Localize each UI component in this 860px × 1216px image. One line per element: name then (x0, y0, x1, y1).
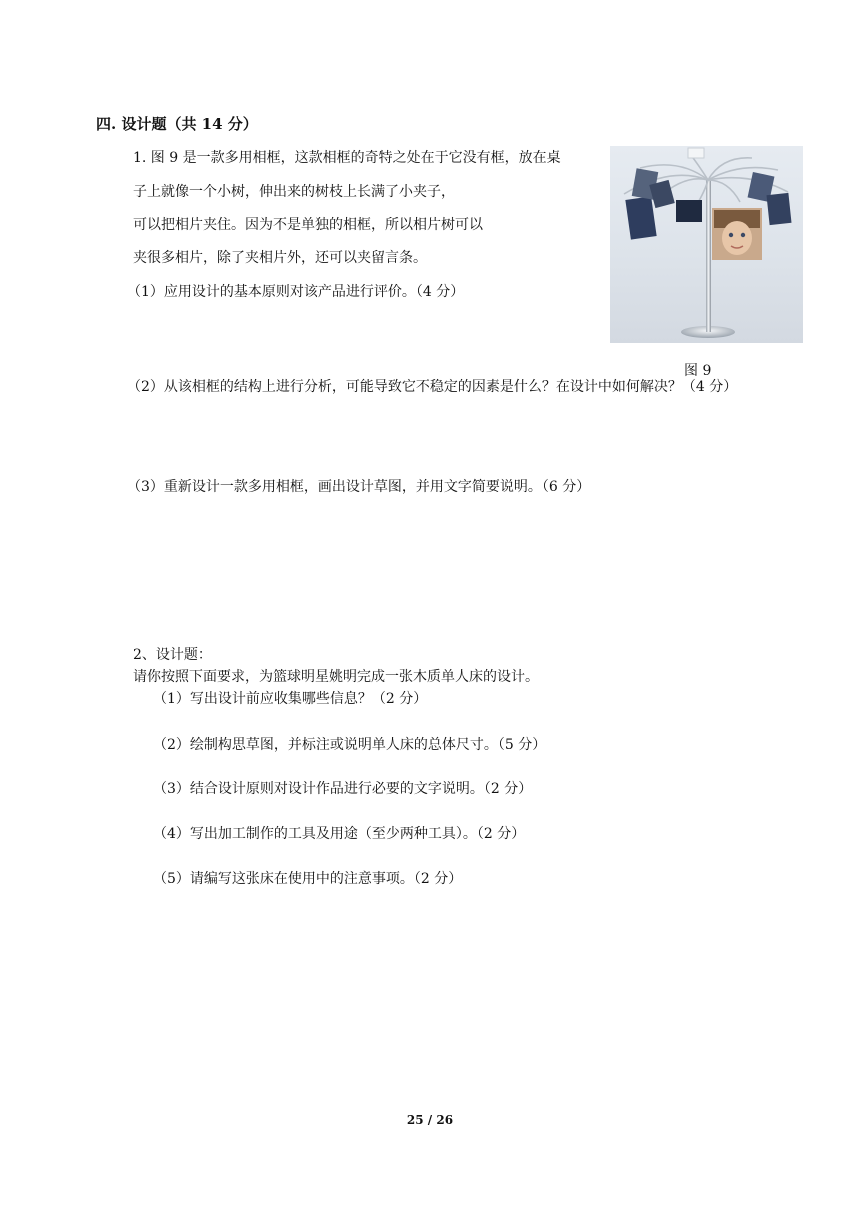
q1-intro-line-2: 子上就像一个小树，伸出来的树枝上长满了小夹子， (133, 184, 455, 200)
q2-part-4: （4）写出加工制作的工具及用途（至少两种工具）。（2 分） (153, 826, 526, 842)
q2-part-5: （5）请编写这张床在使用中的注意事项。（2 分） (153, 871, 463, 887)
q1-intro-line-4: 夹很多相片，除了夹相片外，还可以夹留言条。 (133, 250, 427, 266)
q2-part-2: （2）绘制构思草图，并标注或说明单人床的总体尺寸。（5 分） (153, 737, 547, 753)
photo-tree-figure (610, 146, 803, 343)
q1-intro-line-3: 可以把相片夹住。因为不是单独的相框，所以相片树可以 (133, 217, 483, 233)
q2-part-3: （3）结合设计原则对设计作品进行必要的文字说明。（2 分） (153, 781, 533, 797)
page-number: 25 / 26 (406, 1113, 454, 1127)
q2-prompt: 请你按照下面要求，为篮球明星姚明完成一张木质单人床的设计。 (133, 669, 539, 685)
q1-part-1: （1）应用设计的基本原则对该产品进行评价。（4 分） (127, 284, 465, 300)
section-title: 四. 设计题（共 14 分） (96, 115, 258, 133)
figure-caption: 图 9 (684, 363, 712, 379)
q1-part-3: （3）重新设计一款多用相框，画出设计草图，并用文字简要说明。（6 分） (127, 479, 591, 495)
q1-part-2: （2）从该相框的结构上进行分析，可能导致它不稳定的因素是什么？在设计中如何解决？（4 分） (127, 379, 738, 395)
q1-intro-line-1: 1. 图 9 是一款多用相框，这款相框的奇特之处在于它没有框，放在桌 (133, 150, 561, 166)
q2-title: 2、设计题： (133, 647, 212, 663)
q2-part-1: （1）写出设计前应收集哪些信息？（2 分） (153, 691, 428, 707)
